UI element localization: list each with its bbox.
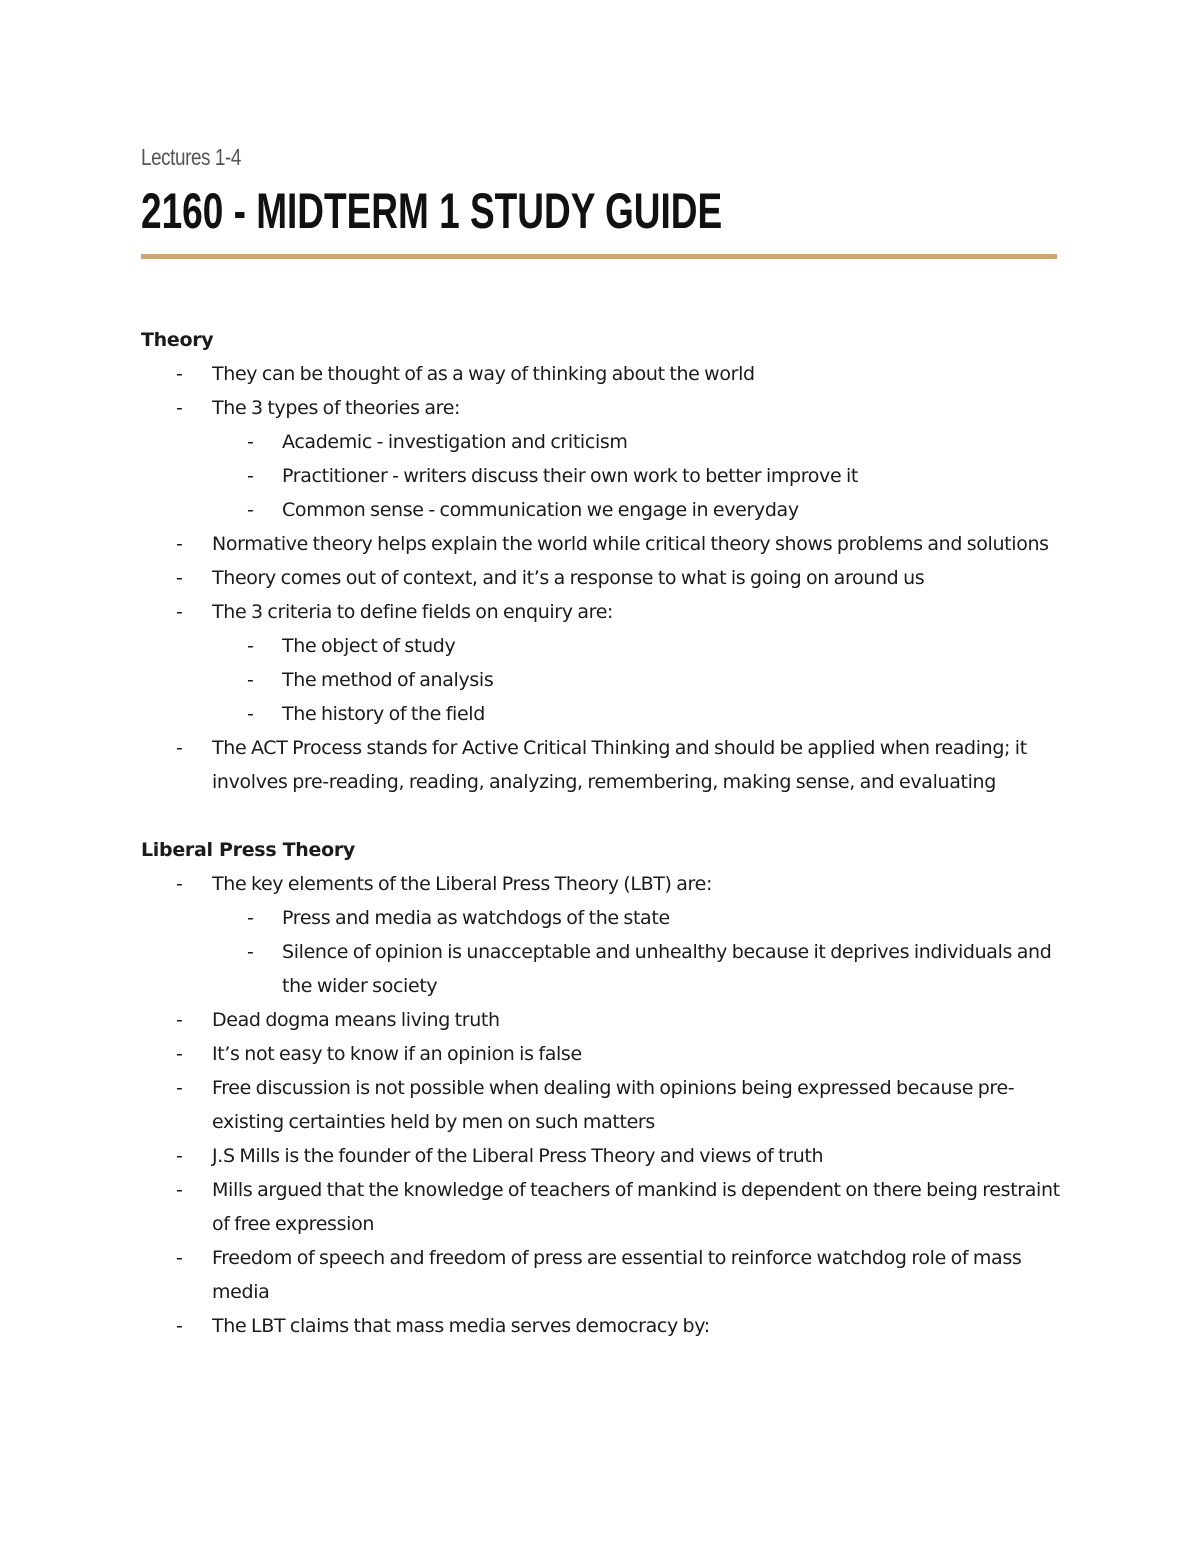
bullet-dash: - bbox=[176, 873, 183, 895]
bullet-dash: - bbox=[247, 431, 254, 453]
list-item-text: The method of analysis bbox=[282, 669, 494, 691]
list-item bbox=[141, 1241, 1061, 1309]
bullet-list bbox=[141, 357, 1061, 799]
bullet-dash: - bbox=[247, 669, 254, 691]
bullet-dash: - bbox=[176, 1247, 183, 1269]
list-item bbox=[141, 1037, 1061, 1071]
list-item-text: The key elements of the Liberal Press Theory (LBT) are: bbox=[212, 873, 712, 895]
list-item-text: The 3 types of theories are: bbox=[212, 397, 461, 419]
bullet-dash: - bbox=[176, 1315, 183, 1337]
bullet-dash: - bbox=[176, 533, 183, 555]
bullet-dash: - bbox=[247, 941, 254, 963]
list-item-text: The LBT claims that mass media serves democracy by: bbox=[212, 1315, 710, 1337]
bullet-dash: - bbox=[176, 567, 183, 589]
list-item-text: Mills argued that the knowledge of teachers of mankind is dependent on there being restraint of free expression bbox=[212, 1179, 1060, 1235]
bullet-dash: - bbox=[176, 1145, 183, 1167]
bullet-list bbox=[141, 867, 1061, 1343]
list-item bbox=[141, 391, 1061, 425]
list-item-text: Free discussion is not possible when dealing with opinions being expressed because pre-existing certainties held by men on such matters bbox=[212, 1077, 1015, 1133]
section-heading: Liberal Press Theory bbox=[141, 839, 356, 861]
list-item-text: Normative theory helps explain the world while critical theory shows problems and solutions bbox=[212, 533, 1049, 555]
sub-list-item bbox=[141, 493, 1061, 527]
bullet-dash: - bbox=[176, 601, 183, 623]
bullet-dash: - bbox=[247, 907, 254, 929]
list-item-text: Common sense - communication we engage in everyday bbox=[282, 499, 799, 521]
list-item-text: Practitioner - writers discuss their own work to better improve it bbox=[282, 465, 859, 487]
list-item-text: J.S Mills is the founder of the Liberal Press Theory and views of truth bbox=[212, 1145, 824, 1167]
list-item-text: Press and media as watchdogs of the state bbox=[282, 907, 670, 929]
list-item bbox=[141, 561, 1061, 595]
bullet-dash: - bbox=[247, 635, 254, 657]
list-item-text: Theory comes out of context, and it’s a response to what is going on around us bbox=[212, 567, 925, 589]
bullet-dash: - bbox=[247, 465, 254, 487]
sub-list-item bbox=[141, 697, 1061, 731]
lectures-subtitle: Lectures 1-4 bbox=[141, 144, 241, 170]
bullet-dash: - bbox=[176, 363, 183, 385]
list-item bbox=[141, 1173, 1061, 1241]
sections-container bbox=[141, 323, 1061, 1343]
list-item-text: Dead dogma means living truth bbox=[212, 1009, 500, 1031]
section-heading: Theory bbox=[141, 329, 214, 351]
list-item-text: The object of study bbox=[282, 635, 456, 657]
page-title: 2160 - MIDTERM 1 STUDY GUIDE bbox=[141, 183, 723, 239]
bullet-dash: - bbox=[176, 737, 183, 759]
list-item-text: They can be thought of as a way of thinking about the world bbox=[212, 363, 755, 385]
list-item bbox=[141, 1071, 1061, 1139]
list-item-text: The ACT Process stands for Active Critical Thinking and should be applied when reading; it involves pre-reading, reading, analyzing, remembering, making sense, and evaluating bbox=[212, 737, 1027, 793]
section bbox=[141, 323, 1061, 799]
sub-list-item bbox=[141, 901, 1061, 935]
bullet-dash: - bbox=[176, 1043, 183, 1065]
bullet-dash: - bbox=[176, 1009, 183, 1031]
section bbox=[141, 833, 1061, 1343]
list-item-text: Academic - investigation and criticism bbox=[282, 431, 628, 453]
list-item bbox=[141, 357, 1061, 391]
bullet-dash: - bbox=[247, 499, 254, 521]
list-item-text: Silence of opinion is unacceptable and unhealthy because it deprives individuals and the wider society bbox=[282, 941, 1052, 997]
list-item bbox=[141, 527, 1061, 561]
list-item-text: The 3 criteria to define fields on enquiry are: bbox=[212, 601, 614, 623]
list-item bbox=[141, 1309, 1061, 1343]
bullet-dash: - bbox=[247, 703, 254, 725]
sub-list-item bbox=[141, 935, 1061, 1003]
sub-list-item bbox=[141, 629, 1061, 663]
list-item bbox=[141, 867, 1061, 901]
list-item bbox=[141, 731, 1061, 799]
sub-list-item bbox=[141, 425, 1061, 459]
bullet-dash: - bbox=[176, 1077, 183, 1099]
list-item-text: It’s not easy to know if an opinion is false bbox=[212, 1043, 582, 1065]
list-item bbox=[141, 1003, 1061, 1037]
title-divider bbox=[141, 254, 1057, 259]
bullet-dash: - bbox=[176, 1179, 183, 1201]
document-page bbox=[141, 140, 1061, 1343]
list-item bbox=[141, 1139, 1061, 1173]
sub-list-item bbox=[141, 459, 1061, 493]
list-item bbox=[141, 595, 1061, 629]
bullet-dash: - bbox=[176, 397, 183, 419]
list-item-text: The history of the field bbox=[282, 703, 485, 725]
list-item-text: Freedom of speech and freedom of press are essential to reinforce watchdog role of mass media bbox=[212, 1247, 1022, 1303]
sub-list-item bbox=[141, 663, 1061, 697]
